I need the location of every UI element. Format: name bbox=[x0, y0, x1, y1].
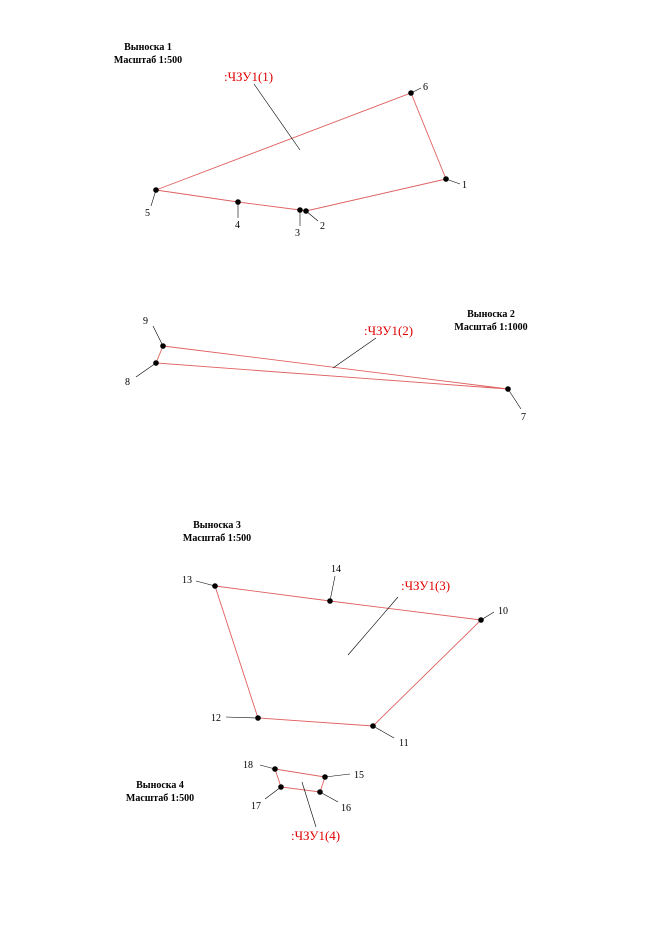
point-17-marker bbox=[278, 784, 284, 790]
point-7-label: 7 bbox=[521, 412, 526, 423]
point-13-marker bbox=[212, 583, 218, 589]
point-15-label: 15 bbox=[354, 770, 364, 781]
point-16-leader bbox=[320, 792, 338, 802]
callout-2-title: Выноска 2 bbox=[467, 309, 515, 320]
point-9-leader bbox=[153, 326, 163, 346]
parcel-3-label: :ЧЗУ1(3) bbox=[401, 578, 451, 593]
point-15-leader bbox=[325, 774, 350, 777]
point-17-label: 17 bbox=[251, 801, 261, 812]
point-3-marker bbox=[297, 207, 303, 213]
point-12-label: 12 bbox=[211, 713, 221, 724]
callout-3 bbox=[182, 520, 508, 749]
point-6-label: 6 bbox=[423, 82, 428, 93]
point-3-label: 3 bbox=[295, 228, 300, 239]
point-14-label: 14 bbox=[331, 564, 341, 575]
point-12-leader bbox=[226, 717, 258, 718]
point-16-label: 16 bbox=[341, 803, 351, 814]
point-11-marker bbox=[370, 723, 376, 729]
parcel-1-leader bbox=[254, 84, 300, 150]
parcel-4-label: :ЧЗУ1(4) bbox=[291, 828, 341, 843]
point-2-label: 2 bbox=[320, 221, 325, 232]
point-8-label: 8 bbox=[125, 377, 130, 388]
point-7-marker bbox=[505, 386, 511, 392]
callout-2-scale: Масштаб 1:1000 bbox=[454, 322, 528, 333]
point-11-leader bbox=[373, 726, 394, 738]
parcel-3-boundary bbox=[215, 586, 481, 726]
point-5-marker bbox=[153, 187, 159, 193]
point-8-marker bbox=[153, 360, 159, 366]
point-11-label: 11 bbox=[399, 738, 409, 749]
point-17-leader bbox=[265, 787, 281, 799]
point-10-marker bbox=[478, 617, 484, 623]
point-14-leader bbox=[330, 576, 335, 601]
point-9-marker bbox=[160, 343, 166, 349]
callout-1 bbox=[114, 42, 467, 239]
point-13-label: 13 bbox=[182, 575, 192, 586]
callout-2 bbox=[125, 309, 528, 423]
point-18-marker bbox=[272, 766, 278, 772]
parcel-1-label: :ЧЗУ1(1) bbox=[224, 69, 274, 84]
point-6-marker bbox=[408, 90, 414, 96]
point-7-leader bbox=[508, 389, 521, 409]
parcel-2-label: :ЧЗУ1(2) bbox=[364, 323, 414, 338]
point-1-marker bbox=[443, 176, 449, 182]
parcel-4-leader bbox=[302, 782, 316, 827]
point-14-marker bbox=[327, 598, 333, 604]
parcel-2-boundary bbox=[156, 346, 508, 389]
point-1-label: 1 bbox=[462, 180, 467, 191]
point-2-marker bbox=[303, 208, 309, 214]
callout-1-title: Выноска 1 bbox=[124, 42, 172, 53]
parcel-2-leader bbox=[333, 338, 376, 368]
point-5-label: 5 bbox=[145, 208, 150, 219]
callout-4 bbox=[126, 760, 364, 843]
point-10-label: 10 bbox=[498, 606, 508, 617]
callout-3-title: Выноска 3 bbox=[193, 520, 241, 531]
callout-1-scale: Масштаб 1:500 bbox=[113, 55, 183, 66]
point-15-marker bbox=[322, 774, 328, 780]
parcel-1-boundary bbox=[156, 93, 446, 211]
point-16-marker bbox=[317, 789, 323, 795]
callout-3-scale: Масштаб 1:500 bbox=[182, 533, 252, 544]
point-18-label: 18 bbox=[243, 760, 253, 771]
point-9-label: 9 bbox=[143, 316, 148, 327]
callout-4-title: Выноска 4 bbox=[136, 780, 184, 791]
parcel-3-leader bbox=[348, 597, 398, 655]
point-12-marker bbox=[255, 715, 261, 721]
point-13-leader bbox=[196, 581, 215, 586]
point-8-leader bbox=[136, 363, 156, 377]
callout-4-scale: Масштаб 1:500 bbox=[125, 793, 195, 804]
point-4-label: 4 bbox=[235, 220, 240, 231]
point-4-marker bbox=[235, 199, 241, 205]
